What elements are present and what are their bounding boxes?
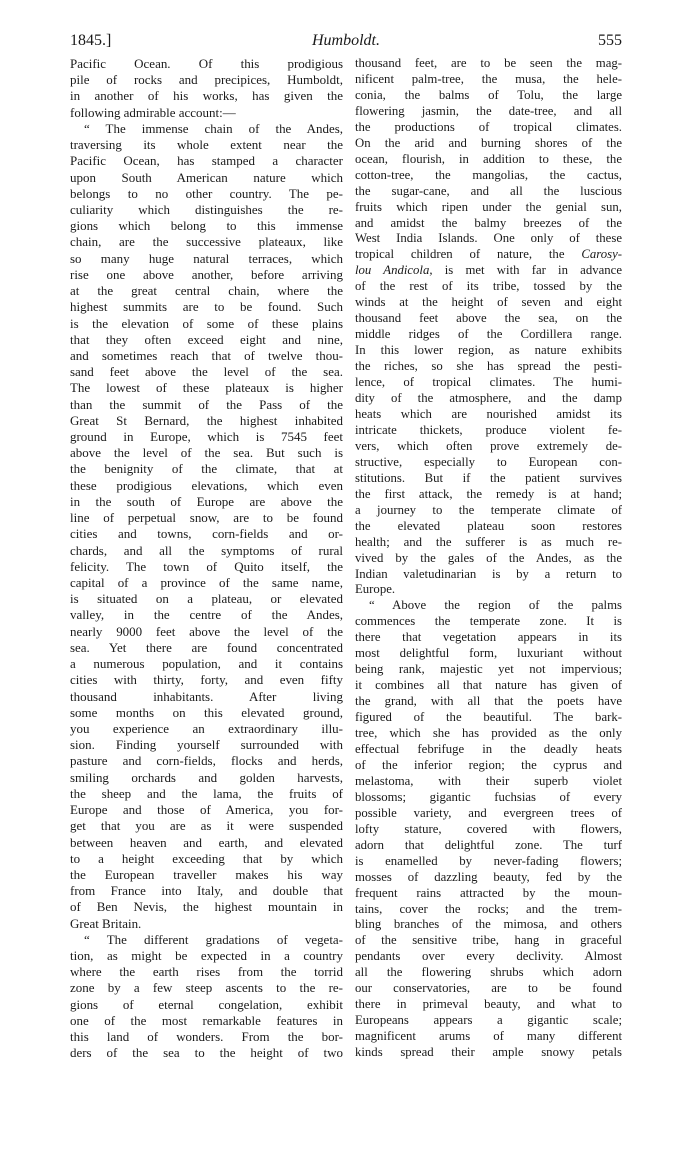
text-line: Pacific Ocean, has stamped a character	[70, 153, 343, 169]
text-line: the benignity of the climate, that at	[70, 461, 343, 477]
text-line: smiling orchards and golden harvests,	[70, 769, 343, 785]
text-line: fruits which ripen under the genial sun,	[355, 199, 622, 214]
text-line: the grand, with all that the poets have	[355, 694, 622, 709]
text-line: where the earth rises from the torrid	[70, 964, 343, 980]
page-number: 555	[598, 32, 622, 49]
text-line: above the level of the sea. But such is	[70, 445, 343, 461]
text-line: heats which are nourished amidst its	[355, 406, 622, 421]
text-line: In this lower region, as nature exhibits	[355, 343, 622, 358]
text-line: at the great central chain, where the	[70, 283, 343, 299]
text-line: possible variety, and evergreen trees of	[355, 805, 622, 820]
text-line: that they often exceed eight and nine,	[70, 331, 343, 347]
text-line: tree, which she has provided as the only	[355, 726, 622, 741]
text-line: West India Islands. One only of these	[355, 231, 622, 246]
right-column-text	[355, 56, 622, 1061]
text-line: “ The immense chain of the Andes,	[84, 120, 343, 136]
text-line: one of the most remarkable features in	[70, 1012, 343, 1028]
text-line: traversing its whole extent near the	[70, 137, 343, 153]
text-line: Great St Bernard, the highest inhabited	[70, 412, 343, 428]
text-line: upon South American nature which	[70, 169, 343, 185]
text-line: these prodigious elevations, which even	[70, 477, 343, 493]
text-line: cities with thirty, forty, and even fifty	[70, 672, 343, 688]
text-line: the productions of tropical climates.	[355, 119, 622, 134]
text-line: Indian valetudinarian is by a return to	[355, 566, 622, 581]
text-line: is the elevation of some of these plains	[70, 315, 343, 331]
text-line: middle ridges of the Cordillera range.	[355, 327, 622, 342]
text-line: vived by the gales of the Andes, as the	[355, 550, 622, 565]
text-line: sion. Finding yourself surrounded with	[70, 737, 343, 753]
text-line: most delightful form, luxuriant without	[355, 646, 622, 661]
text-line: a journey to the temperate climate of	[355, 502, 622, 517]
left-column-text	[70, 56, 343, 1062]
text-line: ders of the sea to the height of two	[70, 1045, 343, 1061]
text-line: all the flowering shrubs which adorn	[355, 965, 622, 980]
text-line: cotton-tree, the mangolias, the cactus,	[355, 167, 622, 182]
text-line: tion, as might be expected in a country	[70, 948, 343, 964]
text-line: the European traveller makes his way	[70, 866, 343, 882]
text-line: tains, cover the rocks; and the trem-	[355, 901, 622, 916]
text-line: stitutions. But if the patient survives	[355, 470, 622, 485]
text-line: and sometimes reach that of twelve thou-	[70, 347, 343, 363]
text-line: sea. Yet there are found concentrated	[70, 639, 343, 655]
text-line: chain, are the successive plateaux, like	[70, 234, 343, 250]
text-line: valley, in the centre of the Andes,	[70, 607, 343, 623]
running-head-title: Humboldt.	[312, 32, 380, 49]
text-line: this land of wonders. From the bor-	[70, 1029, 343, 1045]
text-line: Europeans appears a gigantic scale;	[355, 1013, 622, 1028]
text-line: lence, of tropical climates. The humi-	[355, 375, 622, 390]
text-line: being rank, majestic yet not impervious;	[355, 662, 622, 677]
text-line: The lowest of these plateaux is higher	[70, 380, 343, 396]
text-line: melastoma, with their superb violet	[355, 773, 622, 788]
text-line: pasture and corn-fields, flocks and herds,	[70, 753, 343, 769]
text-line: is situated on a plateau, or elevated	[70, 591, 343, 607]
text-line: pile of rocks and precipices, Humboldt,	[70, 72, 343, 88]
text-line: of Ben Nevis, the highest mountain in	[70, 899, 343, 915]
running-head	[70, 30, 622, 52]
text-line: Great Britain.	[70, 915, 142, 931]
text-line: “ Above the region of the palms	[369, 598, 622, 613]
text-line: thousand inhabitants. After living	[70, 688, 343, 704]
text-line: the sugar-cane, and all the luscious	[355, 183, 622, 198]
text-line: so many huge natural terraces, which	[70, 250, 343, 266]
text-line: commences the temperate zone. It is	[355, 614, 622, 629]
text-line: kinds spread their ample snowy petals	[355, 1045, 622, 1060]
text-line: effectual febrifuge in the deadly heats	[355, 741, 622, 756]
text-line: thousand feet, are to be seen the mag-	[355, 56, 622, 70]
text-line: ocean, flourish, in addition to these, the	[355, 151, 622, 166]
running-head-year: 1845.]	[70, 32, 112, 49]
text-line: thousand feet above the sea, on the	[355, 311, 622, 326]
text-line: gions of eternal congelation, exhibit	[70, 996, 343, 1012]
text-line: in another of his works, has given the	[70, 88, 343, 104]
text-line: nearly 9000 feet above the level of the	[70, 623, 343, 639]
text-line: adorn that delightful zone. The turf	[355, 837, 622, 852]
text-line: in the south of Europe are above the	[70, 493, 343, 509]
text-line: there that vegetation appears in its	[355, 630, 622, 645]
text-line: you experience an extraordinary illu-	[70, 720, 343, 736]
text-line: pendants over every declivity. Almost	[355, 949, 622, 964]
text-line: zone by a few steep ascents to the re-	[70, 980, 343, 996]
text-line: lou Andicola, is met with far in advance	[355, 263, 622, 278]
text-line: structive, especially to European con-	[355, 454, 622, 469]
text-line: is enamelled by never-fading flowers;	[355, 853, 622, 868]
text-line: rise one above another, before arriving	[70, 266, 343, 282]
text-line: there in primeval beauty, and what to	[355, 997, 622, 1012]
text-line: dity of the atmosphere, and the damp	[355, 391, 622, 406]
text-line: to a height exceeding that by which	[70, 850, 343, 866]
text-line: and amidst the balmy breezes of the	[355, 215, 622, 230]
text-line: some months on this elevated ground,	[70, 704, 343, 720]
text-line: belongs to no other country. The pe-	[70, 185, 343, 201]
text-line: Pacific Ocean. Of this prodigious	[70, 56, 343, 71]
text-line: gions which belong to this immense	[70, 218, 343, 234]
text-line: cities and towns, corn-fields and or-	[70, 526, 343, 542]
text-line: nificent palm-tree, the musa, the hele-	[355, 71, 622, 86]
text-line: highest summits are to be found. Such	[70, 299, 343, 315]
italic-species-name: Carosy-	[581, 247, 622, 262]
text-line: winds at the height of seven and eight	[355, 295, 622, 310]
italic-species-name: lou Andicola,	[355, 263, 433, 278]
text-line: mosses of dazzling beauty, fed by the	[355, 869, 622, 884]
text-line: magnificent arums of many different	[355, 1029, 622, 1044]
text-line: Europe.	[355, 582, 396, 597]
text-line: flowering jasmin, the date-tree, and all	[355, 103, 622, 118]
text-line: lofty stature, covered with flowers,	[355, 821, 622, 836]
text-line: the sheep and the lama, the fruits of	[70, 785, 343, 801]
text-line: between heaven and earth, and elevated	[70, 834, 343, 850]
text-line: tropical children of nature, the Carosy-	[355, 247, 622, 262]
text-line: of the sensitive tribe, hang in graceful	[355, 933, 622, 948]
text-line: Europe and those of America, you for-	[70, 802, 343, 818]
text-line: of the rest of its tribe, tossed by the	[355, 279, 622, 294]
text-line: blossoms; gigantic fuchsias of every	[355, 789, 622, 804]
text-line: the riches, so she has spread the pesti-	[355, 359, 622, 374]
text-line: figured of the beautiful. The bark-	[355, 710, 622, 725]
text-line: On the arid and burning shores of the	[355, 135, 622, 150]
text-line: than the summit of the Pass of the	[70, 396, 343, 412]
text-line: a numerous population, and it contains	[70, 656, 343, 672]
text-line: “ The different gradations of vegeta-	[84, 931, 343, 947]
text-line: culiarity which distinguishes the re-	[70, 201, 343, 217]
text-line: ground in Europe, which is 7545 feet	[70, 429, 343, 445]
text-line: health; and the sufferer is as much re-	[355, 534, 622, 549]
text-line: conia, the balms of Tolu, the large	[355, 87, 622, 102]
text-line: capital of a province of the same name,	[70, 575, 343, 590]
text-line: sand feet above the level of the sea.	[70, 364, 343, 380]
text-line: from France into Italy, and double that	[70, 883, 343, 899]
text-line: the elevated plateau soon restores	[355, 518, 622, 533]
text-line: felicity. The town of Quito itself, the	[70, 558, 343, 574]
text-line: following admirable account:—	[70, 104, 236, 120]
text-line: bling branches of the mimosa, and others	[355, 917, 622, 932]
text-line: it combines all that nature has given of	[355, 678, 622, 693]
text-line: of the inferior region; the cyprus and	[355, 757, 622, 772]
text-line: line of perpetual snow, are to be found	[70, 510, 343, 526]
text-line: intricate thickets, produce violent fe-	[355, 422, 622, 437]
text-line: chards, and all the symptoms of rural	[70, 542, 343, 558]
text-line: the first attack, the remedy is at hand;	[355, 486, 622, 501]
text-line: frequent rains attracted by the moun-	[355, 885, 622, 900]
text-line: vers, which often prove extremely de-	[355, 438, 622, 453]
text-line: get that you are as it were suspended	[70, 818, 343, 834]
text-line: our conservatories, are to be found	[355, 981, 622, 996]
